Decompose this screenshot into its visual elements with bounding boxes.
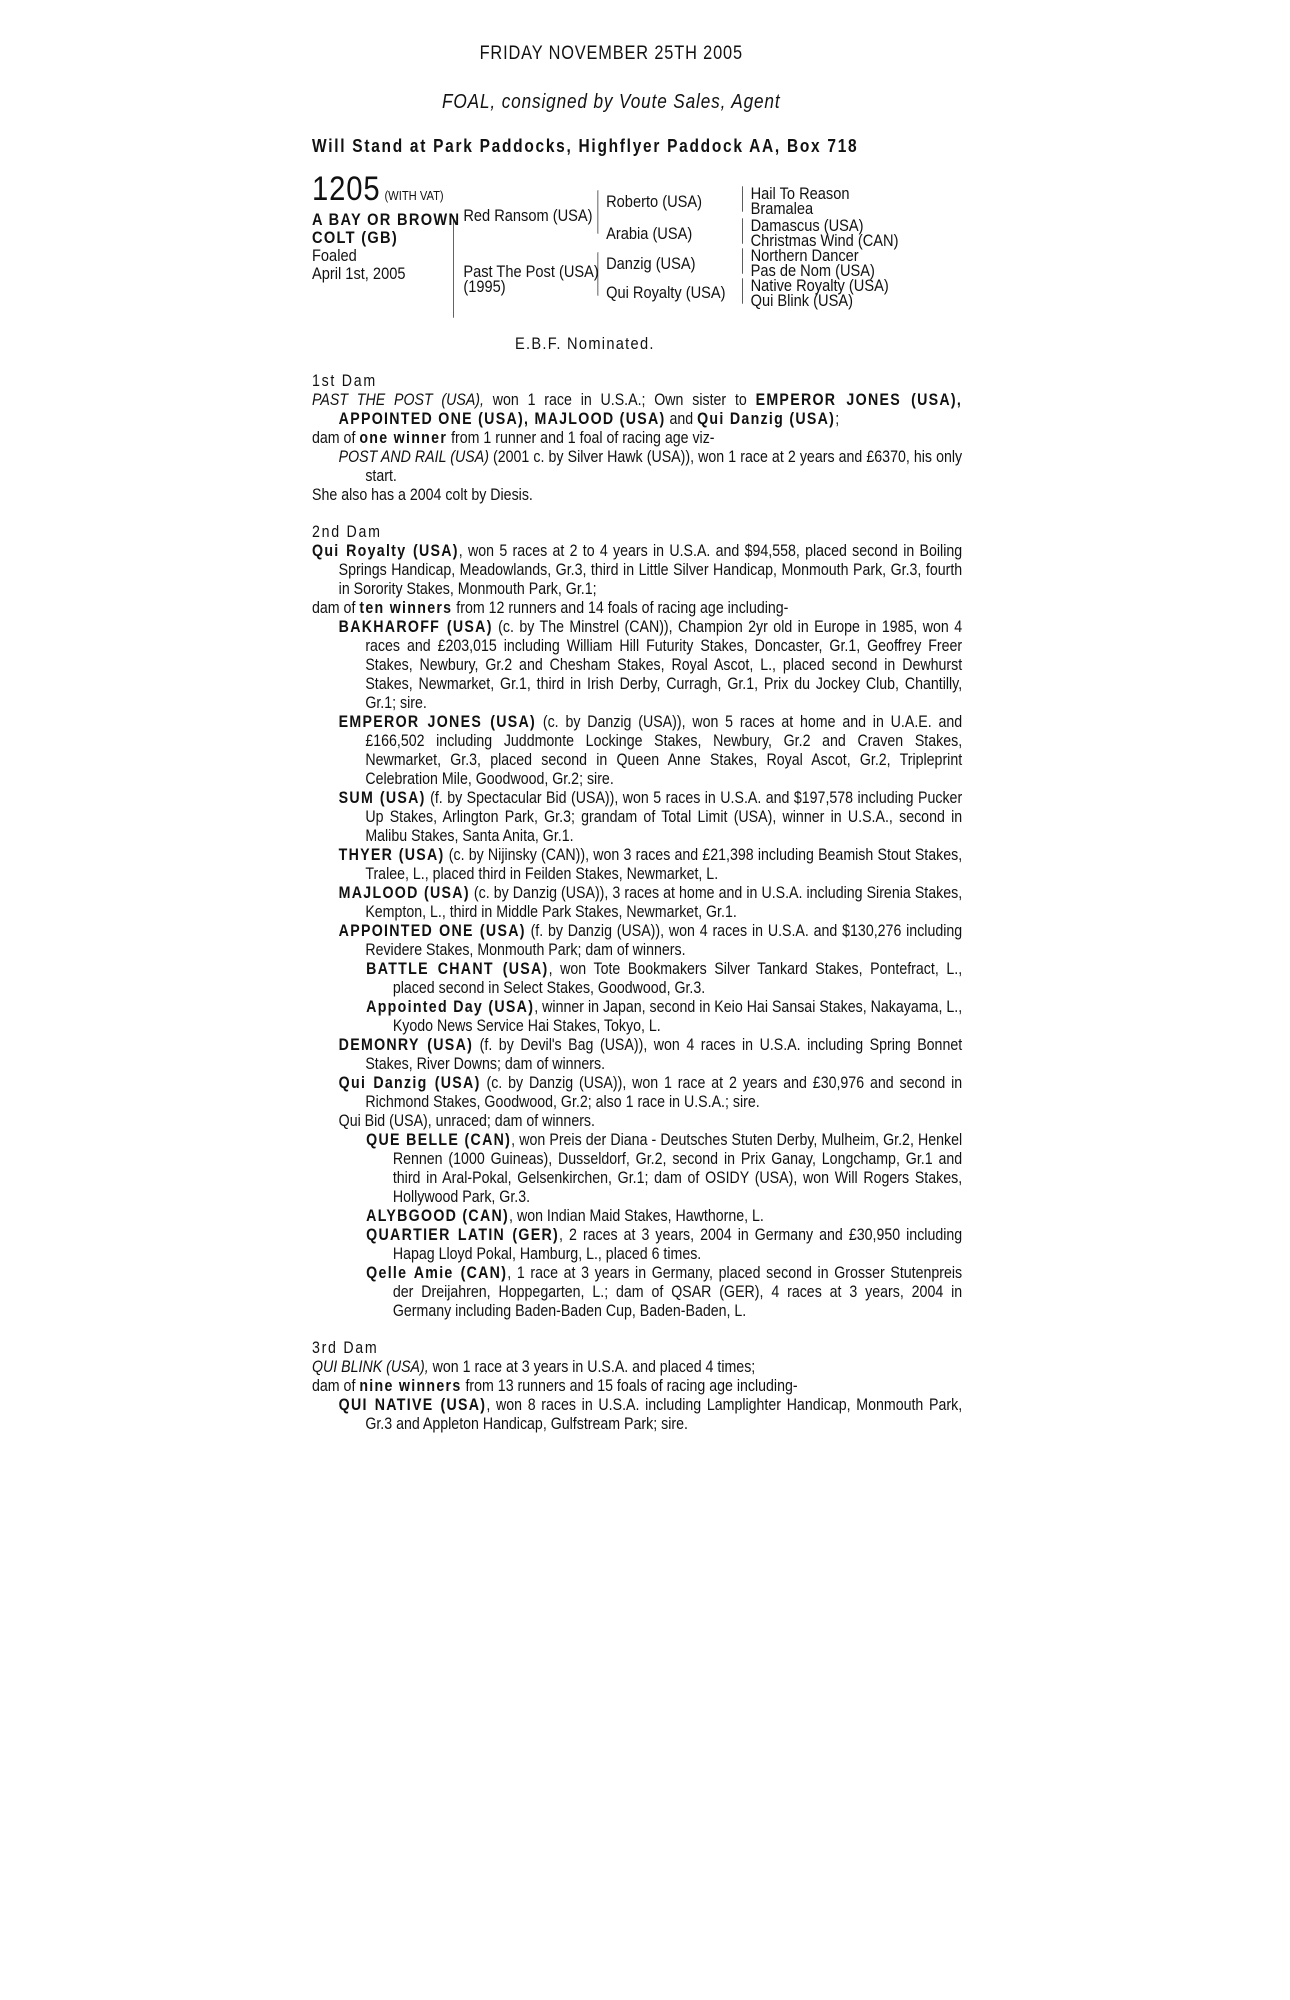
third-dam-heading: 3rd Dam [312, 1339, 379, 1357]
second-dam-produce-summary [312, 599, 962, 618]
offspring-entry [312, 1264, 962, 1321]
offspring-text: (c. by Danzig (USA)), won 1 race at 2 years and £30,976 and second in Richmond Stakes, Goodwood, Gr.2; also 1 race in U.S.A.; sire. [365, 1074, 963, 1111]
offspring-entry [312, 1036, 962, 1074]
offspring-name: THYER (USA) [338, 846, 445, 864]
pedigree-sd: Arabia (USA) [606, 224, 693, 243]
lot-description-2: COLT (GB) [312, 228, 399, 247]
offspring-name: SUM (USA) [338, 789, 426, 807]
third-dam-offspring [312, 1396, 962, 1434]
ebf-nominated: E.B.F. Nominated. [514, 334, 655, 353]
offspring-entry [312, 713, 962, 789]
offspring-text: (c. by Danzig (USA)), 3 races at home and in U.S.A. including Sirenia Stakes, Kempton, L., third in Middle Park Stakes, Newmarket, Gr.1. [365, 884, 963, 921]
offspring-list [312, 618, 962, 1321]
pedigree-sire: Red Ransom (USA) [463, 206, 593, 225]
dam-text: , won 5 races at 2 to 4 years in U.S.A. and $94,558, placed second in Boiling Springs Handicap, Meadowlands, Gr.3, third in Little Silver Handicap, Monmouth Park, Gr.3, fourth in Sorority Stakes, Monmouth Park, Gr.1; [338, 542, 963, 598]
offspring-name: QUARTIER LATIN (GER) [366, 1226, 560, 1244]
offspring-text: Qui Bid (USA), unraced; dam of winners. [338, 1112, 595, 1130]
pedigree-sds: Damascus (USA) [750, 216, 864, 235]
produce-text: dam of [312, 599, 360, 617]
offspring-name: BAKHAROFF (USA) [338, 618, 493, 636]
produce-text: dam of [312, 429, 360, 447]
offspring-name: Qui Danzig (USA) [338, 1074, 481, 1092]
first-dam-offspring [312, 448, 962, 486]
offspring-text: (c. by Nijinsky (CAN)), won 3 races and £21,398 including Beamish Stout Stakes, Tralee, L., placed third in Feilden Stakes, Newmarket, L. [365, 846, 963, 883]
pedigree-brace [598, 190, 599, 234]
lot-number: 1205 [312, 170, 381, 208]
second-dam-paragraph [312, 542, 962, 599]
offspring-text: (c. by The Minstrel (CAN)), Champion 2yr old in Europe in 1985, won 4 races and £203,015 including William Hill Futurity Stakes, Doncaster, Gr.1, Geoffrey Freer Stakes, Newbury, Gr.2 and Chesham Stakes, Royal Ascot, L., placed second in Dewhurst Stakes, Newmarket, Gr.1, third in Irish Derby, Curragh, Gr.1, Prix du Jockey Club, Chantilly, Gr.1; sire. [365, 618, 963, 712]
pedigree-sss: Hail To Reason [750, 184, 850, 203]
dam-text: won 1 race at 3 years in U.S.A. and placed 4 times; [428, 1358, 756, 1376]
sale-date: FRIDAY NOVEMBER 25TH 2005 [479, 43, 743, 64]
offspring-text: , won Indian Maid Stakes, Hawthorne, L. [509, 1207, 764, 1225]
pedigree-dds: Native Royalty (USA) [750, 276, 889, 295]
offspring-entry [312, 1207, 962, 1226]
offspring-name: BATTLE CHANT (USA) [366, 960, 549, 978]
offspring-entry [312, 998, 962, 1036]
offspring-text: , 2 races at 3 years, 2004 in Germany and £30,950 including Hapag Lloyd Pokal, Hamburg, L., placed 6 times. [392, 1226, 963, 1263]
winner-count: ten winners [359, 599, 453, 617]
winner-count: nine winners [359, 1377, 462, 1395]
first-dam-produce-summary [312, 429, 962, 448]
offspring-entry [312, 1131, 962, 1207]
offspring-name: ALYBGOOD (CAN) [366, 1207, 510, 1225]
offspring-text: (f. by Devil's Bag (USA)), won 4 races in U.S.A. including Spring Bonnet Stakes, River Downs; dam of winners. [365, 1036, 963, 1073]
dam-name: PAST THE POST (USA), [312, 391, 484, 409]
offspring-entry [312, 618, 962, 713]
stand-location: Will Stand at Park Paddocks, Highflyer Paddock AA, Box 718 [312, 136, 859, 156]
offspring-entry [312, 884, 962, 922]
offspring-name: POST AND RAIL (USA) [338, 448, 489, 466]
offspring-name: QUI NATIVE (USA) [338, 1396, 487, 1414]
first-dam-note: She also has a 2004 colt by Diesis. [312, 486, 533, 504]
offspring-name: EMPEROR JONES (USA) [338, 713, 537, 731]
offspring-name: DEMONRY (USA) [338, 1036, 474, 1054]
offspring-text: (2001 c. by Silver Hawk (USA)), won 1 race at 2 years and £6370, his only start. [365, 448, 963, 485]
produce-text: from 13 runners and 15 foals of racing age including- [461, 1377, 798, 1395]
first-dam-section [312, 372, 962, 505]
second-dam-heading: 2nd Dam [312, 523, 382, 541]
offspring-entry [312, 960, 962, 998]
offspring-name: Qelle Amie (CAN) [366, 1264, 508, 1282]
pedigree-table [312, 180, 1000, 330]
pedigree-ds: Danzig (USA) [606, 254, 696, 273]
pedigree-brace [598, 252, 599, 296]
sibling-name: Qui Danzig (USA) [697, 410, 836, 428]
third-dam-paragraph [312, 1358, 962, 1377]
offspring-entry [312, 789, 962, 846]
dam-text: ; [835, 410, 840, 428]
pedigree-brace [742, 248, 743, 274]
pedigree-dsd: Pas de Nom (USA) [750, 261, 875, 280]
offspring-name: MAJLOOD (USA) [338, 884, 470, 902]
produce-text: from 12 runners and 14 foals of racing age including- [452, 599, 789, 617]
offspring-text: , won Preis der Diana - Deutsches Stuten Derby, Mulheim, Gr.2, Henkel Rennen (1000 Guineas), Dusseldorf, Gr.2, second in Prix Ganay, Longchamp, Gr.1 and third in Aral-Pokal, Gelsenkirchen, Gr.1; dam of OSIDY (USA), won Will Rogers Stakes, Hollywood Park, Gr.3. [392, 1131, 963, 1206]
offspring-entry [312, 1226, 962, 1264]
first-dam-heading: 1st Dam [312, 372, 377, 390]
pedigree-dd: Qui Royalty (USA) [606, 283, 726, 302]
offspring-entry [312, 1112, 962, 1131]
offspring-name: QUE BELLE (CAN) [366, 1131, 512, 1149]
produce-text: dam of [312, 1377, 360, 1395]
third-dam-produce-summary [312, 1377, 962, 1396]
offspring-text: , won Tote Bookmakers Silver Tankard Stakes, Pontefract, L., placed second in Select Stakes, Goodwood, Gr.3. [392, 960, 963, 997]
catalogue-body [312, 372, 962, 1434]
pedigree-dam: Past The Post (USA) [463, 262, 599, 281]
pedigree-brace [742, 218, 743, 244]
first-dam-paragraph [312, 391, 962, 429]
offspring-entry [312, 846, 962, 884]
pedigree-brace [742, 186, 743, 212]
offspring-text: , won 8 races in U.S.A. including Lamplighter Handicap, Monmouth Park, Gr.3 and Appleton Handicap, Gulfstream Park; sire. [365, 1396, 963, 1433]
foaled-date: April 1st, 2005 [312, 264, 406, 283]
dam-name: QUI BLINK (USA), [312, 1358, 429, 1376]
offspring-entry [312, 1074, 962, 1112]
pedigree-ssd: Bramalea [750, 199, 814, 218]
second-dam-section [312, 523, 962, 1321]
pedigree-dam-year: (1995) [463, 277, 506, 296]
dam-text: won 1 race in U.S.A.; Own sister to [483, 391, 756, 409]
pedigree-dss: Northern Dancer [750, 246, 859, 265]
offspring-name: Appointed Day (USA) [366, 998, 535, 1016]
pedigree-ss: Roberto (USA) [606, 192, 702, 211]
winner-count: one winner [359, 429, 448, 447]
offspring-text: , 1 race at 3 years in Germany, placed second in Grosser Stutenpreis der Dreijahren, Hoppegarten, L.; dam of QSAR (GER), 4 races at 3 years, 2004 in Germany including Baden-Baden Cup, Baden-Baden, L. [392, 1264, 963, 1320]
consignor-line: FOAL, consigned by Voute Sales, Agent [442, 91, 781, 113]
produce-text: from 1 runner and 1 foal of racing age viz- [447, 429, 715, 447]
offspring-text: (f. by Spectacular Bid (USA)), won 5 races in U.S.A. and $197,578 including Pucker Up Stakes, Arlington Park, Gr.3; grandam of Total Limit (USA), winner in U.S.A., second in Malibu Stakes, Santa Anita, Gr.1. [365, 789, 963, 845]
sibling-names: EMPEROR JONES (USA), APPOINTED ONE (USA), MAJLOOD (USA) [338, 391, 963, 428]
lot-description-1: A BAY OR BROWN [312, 210, 461, 229]
pedigree-sdd: Christmas Wind (CAN) [750, 231, 899, 250]
dam-name: Qui Royalty (USA) [312, 542, 459, 560]
pedigree-brace [742, 278, 743, 304]
offspring-text: (c. by Danzig (USA)), won 5 races at home and in U.A.E. and £166,502 including Juddmonte Lockinge Stakes, Newbury, Gr.2 and Craven Stakes, Newmarket, Gr.3, placed second in Queen Anne Stakes, Royal Ascot, Gr.2, Tripleprint Celebration Mile, Goodwood, Gr.2; sire. [365, 713, 963, 788]
pedigree-ddd: Qui Blink (USA) [750, 291, 853, 310]
vat-note: (WITH VAT) [384, 188, 444, 203]
offspring-text: (f. by Danzig (USA)), won 4 races in U.S.A. and $130,276 including Revidere Stakes, Monmouth Park; dam of winners. [365, 922, 963, 959]
offspring-name: APPOINTED ONE (USA) [338, 922, 526, 940]
third-dam-section [312, 1339, 962, 1434]
offspring-entry [312, 922, 962, 960]
dam-text: and [665, 410, 698, 428]
foaled-label: Foaled [312, 246, 357, 265]
pedigree-brace [453, 216, 454, 318]
offspring-text: , winner in Japan, second in Keio Hai Sansai Stakes, Nakayama, L., Kyodo News Service Hai Stakes, Tokyo, L. [392, 998, 963, 1035]
